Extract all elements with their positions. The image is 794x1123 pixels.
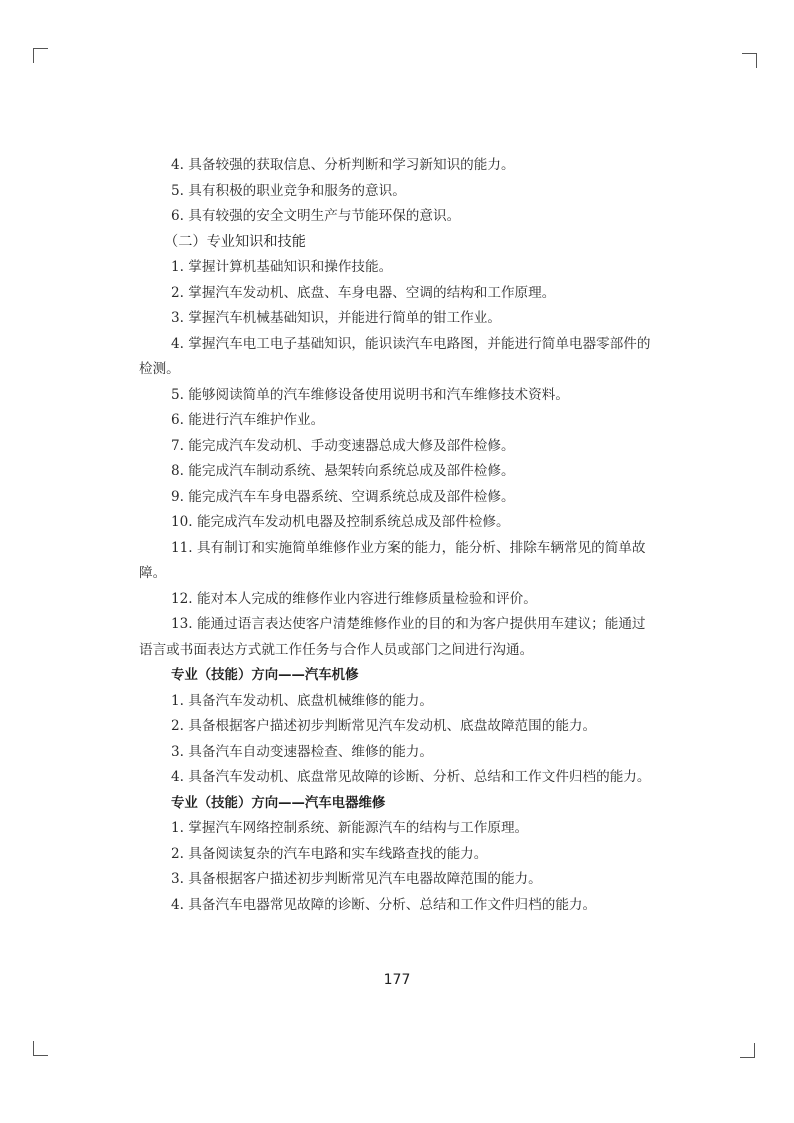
list-item: 1. 具备汽车发动机、底盘机械维修的能力。 bbox=[171, 692, 433, 709]
page-body bbox=[139, 153, 659, 918]
direction-heading-auto-repair: 专业（技能）方向——汽车机修 bbox=[171, 668, 359, 683]
list-item: 4. 掌握汽车电工电子基础知识，能识读汽车电路图，并能进行简单电器零部件的检测。 bbox=[139, 335, 651, 377]
list-item: 9. 能完成汽车车身电器系统、空调系统总成及部件检修。 bbox=[171, 488, 515, 505]
crop-mark-top-left bbox=[33, 48, 48, 63]
direction-heading-electrical-repair: 专业（技能）方向——汽车电器维修 bbox=[171, 795, 386, 811]
list-item: 6. 具有较强的安全文明生产与节能环保的意识。 bbox=[171, 208, 461, 224]
list-item: 3. 具备汽车自动变速器检查、维修的能力。 bbox=[171, 743, 433, 760]
list-item: 1. 掌握计算机基础知识和操作技能。 bbox=[171, 259, 393, 275]
page-number: 177 bbox=[383, 972, 411, 988]
list-item: 4. 具备较强的获取信息、分析判断和学习新知识的能力。 bbox=[171, 157, 515, 173]
list-item: 5. 具有积极的职业竞争和服务的意识。 bbox=[171, 182, 406, 199]
crop-mark-bottom-left bbox=[33, 1041, 48, 1056]
crop-mark-bottom-right bbox=[740, 1043, 755, 1058]
list-item: 8. 能完成汽车制动系统、悬架转向系统总成及部件检修。 bbox=[171, 463, 515, 479]
list-item: 10. 能完成汽车发动机电器及控制系统总成及部件检修。 bbox=[171, 514, 510, 530]
list-item: 3. 掌握汽车机械基础知识，并能进行简单的钳工作业。 bbox=[171, 310, 501, 326]
crop-mark-top-right bbox=[742, 53, 757, 68]
list-item: 5. 能够阅读简单的汽车维修设备使用说明书和汽车维修技术资料。 bbox=[171, 386, 569, 403]
list-item: 2. 具备根据客户描述初步判断常见汽车发动机、底盘故障范围的能力。 bbox=[171, 718, 597, 734]
list-item: 2. 掌握汽车发动机、底盘、车身电器、空调的结构和工作原理。 bbox=[171, 284, 556, 301]
list-item: 11. 具有制订和实施简单维修作业方案的能力，能分析、排除车辆常见的简单故障。 bbox=[139, 539, 646, 581]
list-item: 7. 能完成汽车发动机、手动变速器总成大修及部件检修。 bbox=[171, 437, 515, 454]
section-heading: （二）专业知识和技能 bbox=[164, 233, 306, 250]
list-item: 12. 能对本人完成的维修作业内容进行维修质量检验和评价。 bbox=[171, 590, 537, 607]
list-item: 4. 具备汽车电器常见故障的诊断、分析、总结和工作文件归档的能力。 bbox=[171, 896, 597, 913]
list-item: 3. 具备根据客户描述初步判断常见汽车电器故障范围的能力。 bbox=[171, 871, 542, 887]
list-item: 13. 能通过语言表达使客户清楚维修作业的目的和为客户提供用车建议；能通过语言或书面表达方式就工作任务与合作人员或部门之间进行沟通。 bbox=[139, 616, 646, 658]
list-item: 1. 掌握汽车网络控制系统、新能源汽车的结构与工作原理。 bbox=[171, 820, 529, 836]
list-item: 2. 具备阅读复杂的汽车电路和实车线路查找的能力。 bbox=[171, 845, 488, 862]
list-item: 4. 具备汽车发动机、底盘常见故障的诊断、分析、总结和工作文件归档的能力。 bbox=[171, 769, 651, 785]
list-item: 6. 能进行汽车维护作业。 bbox=[171, 412, 325, 428]
